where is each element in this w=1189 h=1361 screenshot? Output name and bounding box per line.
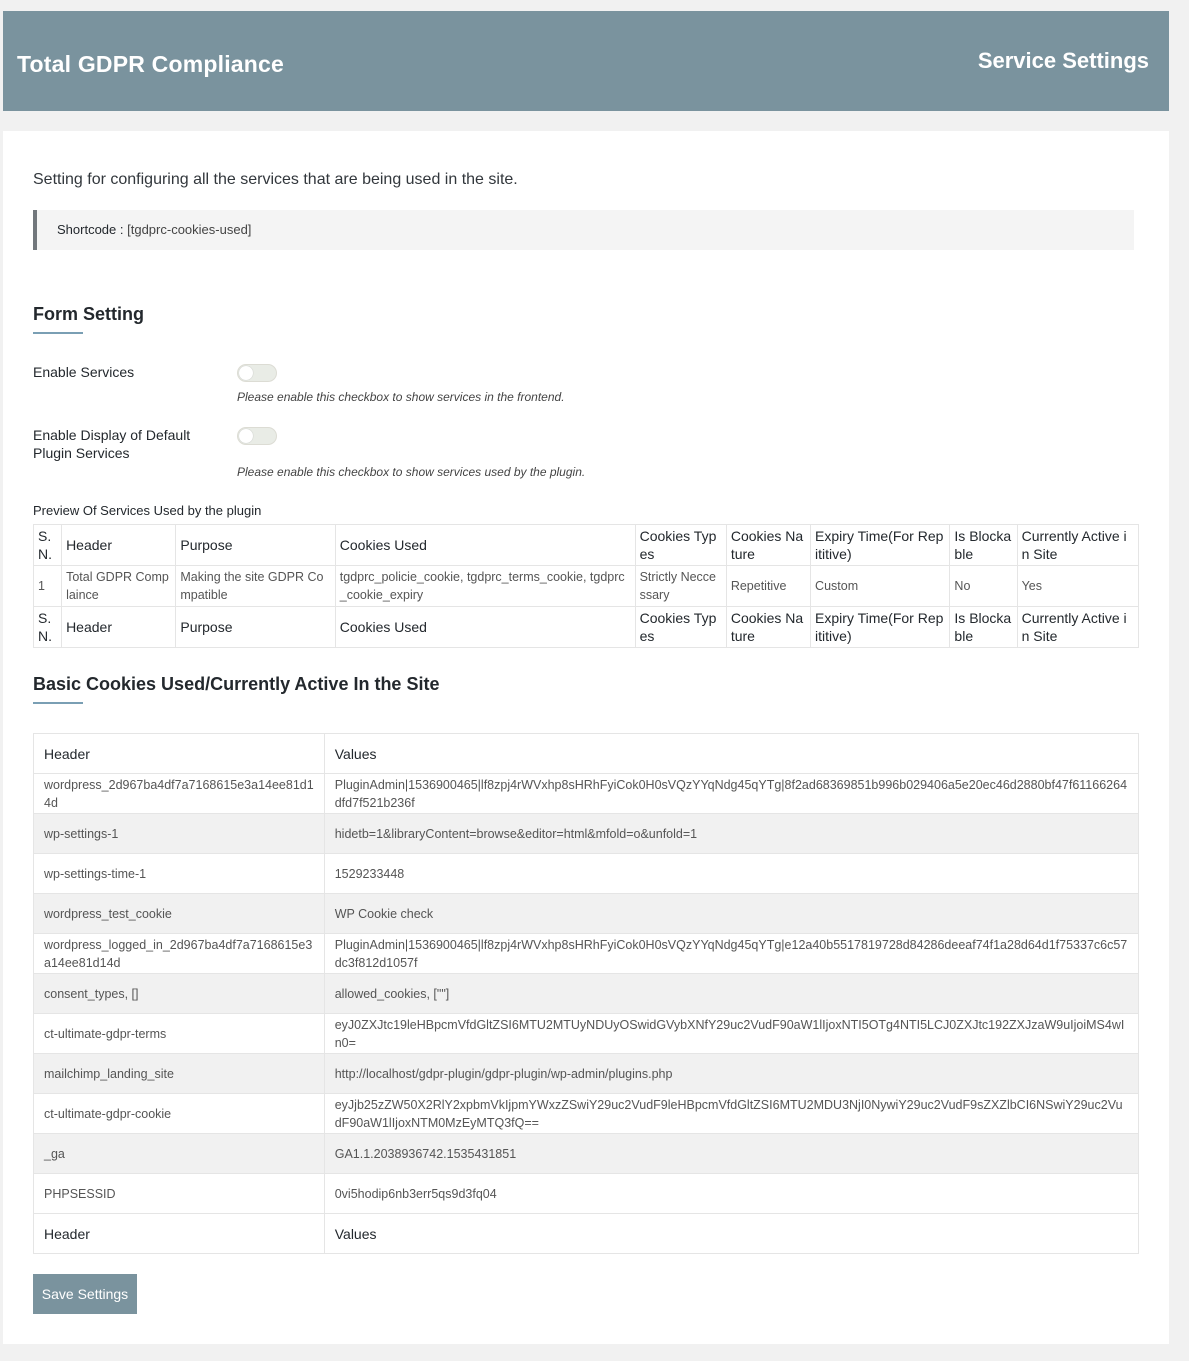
column-footer: Expiry Time(For Repititive) xyxy=(811,607,950,648)
enable-services-toggle[interactable] xyxy=(237,364,277,382)
table-cell: No xyxy=(950,566,1017,607)
table-cell: http://localhost/gdpr-plugin/gdpr-plugin/wp-admin/plugins.php xyxy=(324,1054,1138,1094)
shortcode-label: Shortcode : xyxy=(57,222,124,237)
table-row xyxy=(34,934,1139,974)
column-header: Purpose xyxy=(176,525,335,566)
table-cell: PluginAdmin|1536900465|lf8zpj4rWVxhp8sHRhFyiCok0H0sVQzYYqNdg45qYTg|e12a40b5517819728d84286deeaf74f1a28d64d1f75337c6c57dc3f812d1057f xyxy=(324,934,1138,974)
column-header: Cookies Types xyxy=(635,525,726,566)
enable-default-services-toggle[interactable] xyxy=(237,427,277,445)
table-row xyxy=(34,854,1139,894)
column-header: Cookies Used xyxy=(335,525,635,566)
table-cell: eyJjb25zZW50X2RlY2xpbmVkIjpmYWxzZSwiY29uc2VudF9leHBpcmVfdGltZSI6MTU2MDU3NjI0NywiY29uc2VudF9sZXZlbCI6NSwiY29uc2VudF90aW1lIjoxNTM0MzEyMTQ3fQ== xyxy=(324,1094,1138,1134)
table-cell: eyJ0ZXJtc19leHBpcmVfdGltZSI6MTU2MTUyNDUyOSwidGVybXNfY29uc2VudF90aW1lIjoxNTI5OTg4NTI5LCJ0ZXJtc192ZXJzaW9uIjoiMS4wIn0= xyxy=(324,1014,1138,1054)
table-cell: mailchimp_landing_site xyxy=(34,1054,325,1094)
section-underline xyxy=(33,332,83,334)
enable-default-services-label: Enable Display of Default Plugin Services xyxy=(33,427,191,461)
column-footer: Cookies Used xyxy=(335,607,635,648)
column-footer: Currently Active in Site xyxy=(1017,607,1138,648)
toggle-knob xyxy=(239,366,253,380)
page-subtitle: Service Settings xyxy=(977,48,1149,73)
table-row xyxy=(34,1134,1139,1174)
table-cell: _ga xyxy=(34,1134,325,1174)
column-footer: Purpose xyxy=(176,607,335,648)
table-row xyxy=(34,774,1139,814)
table-cell: 1529233448 xyxy=(324,854,1138,894)
table-cell: wp-settings-time-1 xyxy=(34,854,325,894)
table-cell: wordpress_test_cookie xyxy=(34,894,325,934)
intro-text: Setting for configuring all the services that are being used in the site. xyxy=(33,171,518,188)
table-row xyxy=(34,814,1139,854)
table-row xyxy=(34,974,1139,1014)
table-cell: wp-settings-1 xyxy=(34,814,325,854)
table-cell: Repetitive xyxy=(726,566,810,607)
table-header-row xyxy=(34,734,1139,774)
column-header: Cookies Nature xyxy=(726,525,810,566)
section-underline xyxy=(33,702,83,704)
shortcode-value: [tgdprc-cookies-used] xyxy=(127,222,252,237)
table-header-row xyxy=(34,525,1139,566)
table-cell: Strictly Neccessary xyxy=(635,566,726,607)
table-cell: Yes xyxy=(1017,566,1138,607)
form-setting-title: Form Setting xyxy=(33,304,144,324)
table-cell: consent_types, [] xyxy=(34,974,325,1014)
settings-panel xyxy=(3,131,1169,1344)
enable-services-hint: Please enable this checkbox to show services in the frontend. xyxy=(237,390,565,404)
table-cell: PHPSESSID xyxy=(34,1174,325,1214)
table-footer-row xyxy=(34,607,1139,648)
column-footer: S. N. xyxy=(34,607,62,648)
table-cell: wordpress_logged_in_2d967ba4df7a7168615e3a14ee81d14d xyxy=(34,934,325,974)
column-header: Header xyxy=(62,525,176,566)
services-preview-table xyxy=(33,524,1139,648)
table-cell: Custom xyxy=(811,566,950,607)
column-header: Header xyxy=(34,734,325,774)
table-cell: Making the site GDPR Compatible xyxy=(176,566,335,607)
column-footer: Cookies Nature xyxy=(726,607,810,648)
table-row xyxy=(34,566,1139,607)
table-cell: allowed_cookies, [""] xyxy=(324,974,1138,1014)
save-settings-button[interactable]: Save Settings xyxy=(33,1274,137,1314)
table-row xyxy=(34,1174,1139,1214)
column-footer: Values xyxy=(324,1214,1138,1254)
table-cell: WP Cookie check xyxy=(324,894,1138,934)
column-footer: Cookies Types xyxy=(635,607,726,648)
table-row xyxy=(34,1014,1139,1054)
table-footer-row xyxy=(34,1214,1139,1254)
cookies-table-body xyxy=(34,774,1139,1214)
column-header: Is Blockable xyxy=(950,525,1017,566)
shortcode-box xyxy=(33,210,1134,250)
enable-default-services-hint: Please enable this checkbox to show services used by the plugin. xyxy=(237,465,586,479)
basic-cookies-table xyxy=(33,733,1139,1254)
column-header: Currently Active in Site xyxy=(1017,525,1138,566)
plugin-title: Total GDPR Compliance xyxy=(17,51,285,77)
table-cell: wordpress_2d967ba4df7a7168615e3a14ee81d14d xyxy=(34,774,325,814)
table-cell: 1 xyxy=(34,566,62,607)
column-footer: Header xyxy=(34,1214,325,1254)
table-cell: PluginAdmin|1536900465|lf8zpj4rWVxhp8sHRhFyiCok0H0sVQzYYqNdg45qYTg|8f2ad68369851b996b029406a5e20ec46d2880bf47f61166264dfd7f521b236f xyxy=(324,774,1138,814)
table-cell: ct-ultimate-gdpr-terms xyxy=(34,1014,325,1054)
basic-cookies-title: Basic Cookies Used/Currently Active In the Site xyxy=(33,674,440,694)
column-footer: Is Blockable xyxy=(950,607,1017,648)
table-cell: GA1.1.2038936742.1535431851 xyxy=(324,1134,1138,1174)
enable-services-label: Enable Services xyxy=(33,364,135,380)
column-header: Values xyxy=(324,734,1138,774)
page-header xyxy=(3,11,1169,111)
column-footer: Header xyxy=(62,607,176,648)
table-cell: Total GDPR Complaince xyxy=(62,566,176,607)
table-row xyxy=(34,1054,1139,1094)
table-row xyxy=(34,1094,1139,1134)
table-row xyxy=(34,894,1139,934)
table-cell: ct-ultimate-gdpr-cookie xyxy=(34,1094,325,1134)
preview-label: Preview Of Services Used by the plugin xyxy=(33,503,262,518)
column-header: S. N. xyxy=(34,525,62,566)
table-cell: tgdprc_policie_cookie, tgdprc_terms_cookie, tgdprc_cookie_expiry xyxy=(335,566,635,607)
column-header: Expiry Time(For Repititive) xyxy=(811,525,950,566)
table-cell: 0vi5hodip6nb3err5qs9d3fq04 xyxy=(324,1174,1138,1214)
toggle-knob xyxy=(239,429,253,443)
table-cell: hidetb=1&libraryContent=browse&editor=html&mfold=o&unfold=1 xyxy=(324,814,1138,854)
